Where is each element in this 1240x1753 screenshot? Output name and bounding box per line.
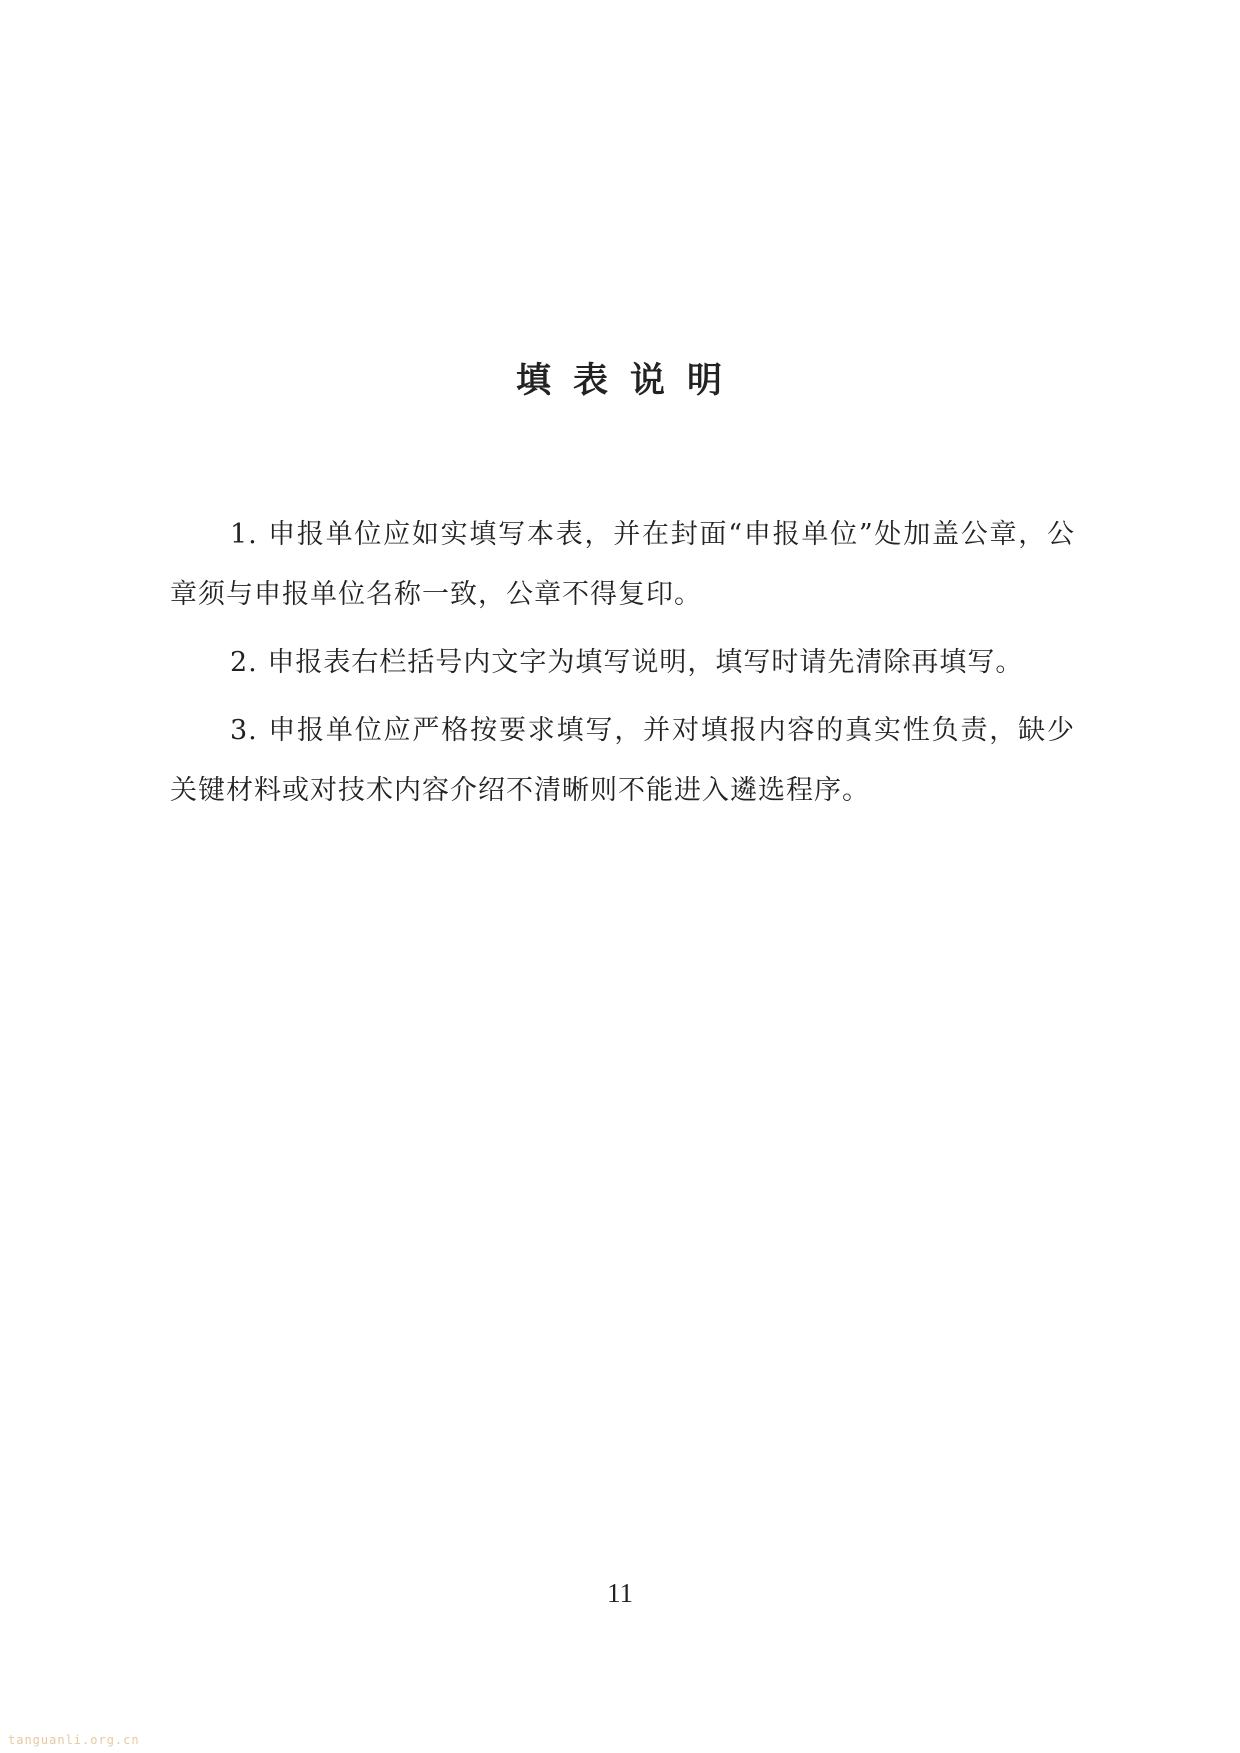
page-number: 11 (607, 1578, 633, 1608)
instruction-list (170, 505, 1075, 829)
instruction-item-3: 3. 申报单位应严格按要求填写，并对填报内容的真实性负责，缺少关键材料或对技术内容介绍不清晰则不能进入遴选程序。 (170, 715, 1075, 806)
page-title: 填表说明 (515, 361, 744, 401)
instruction-item-1: 1. 申报单位应如实填写本表，并在封面“申报单位”处加盖公章，公章须与申报单位名称一致，公章不得复印。 (170, 519, 1075, 610)
watermark: tanguanli.org.cn (8, 1733, 140, 1747)
instruction-item-2: 2. 申报表右栏括号内文字为填写说明，填写时请先清除再填写。 (230, 647, 1024, 678)
